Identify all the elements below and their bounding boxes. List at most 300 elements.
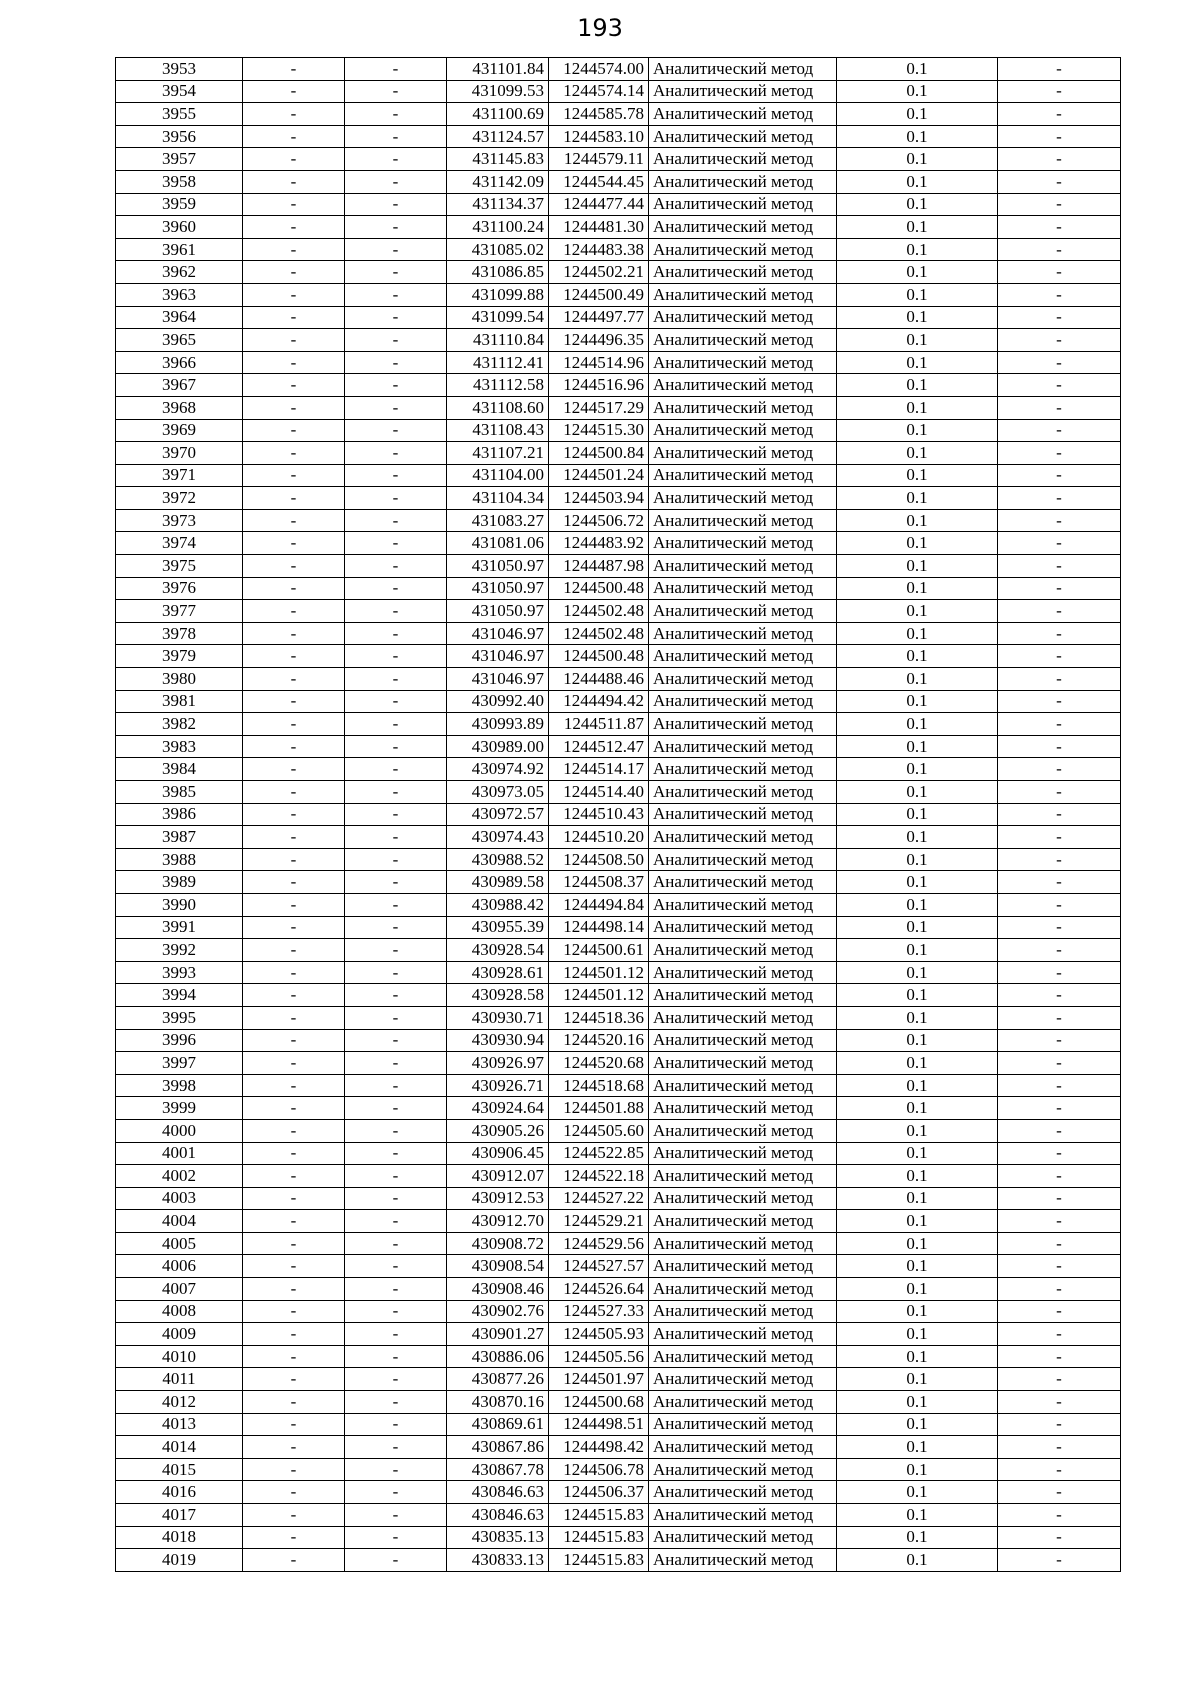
accuracy-cell: 0.1 (837, 939, 998, 962)
method-cell: Аналитический метод (649, 555, 837, 578)
point-number-cell: 4012 (116, 1391, 243, 1414)
point-number-cell: 3999 (116, 1097, 243, 1120)
x-coordinate-cell: 430930.94 (447, 1029, 549, 1052)
accuracy-cell: 0.1 (837, 1097, 998, 1120)
method-cell: Аналитический метод (649, 871, 837, 894)
x-coordinate-cell: 430972.57 (447, 803, 549, 826)
coordinates-table (115, 57, 1121, 1572)
y-coordinate-cell: 1244501.88 (549, 1097, 649, 1120)
dash-cell: - (243, 442, 345, 465)
dash-cell: - (998, 645, 1121, 668)
dash-cell: - (345, 1097, 447, 1120)
dash-cell: - (243, 1413, 345, 1436)
method-cell: Аналитический метод (649, 1368, 837, 1391)
accuracy-cell: 0.1 (837, 984, 998, 1007)
y-coordinate-cell: 1244518.68 (549, 1074, 649, 1097)
accuracy-cell: 0.1 (837, 1006, 998, 1029)
x-coordinate-cell: 430989.58 (447, 871, 549, 894)
accuracy-cell: 0.1 (837, 58, 998, 81)
y-coordinate-cell: 1244544.45 (549, 170, 649, 193)
y-coordinate-cell: 1244515.83 (549, 1549, 649, 1572)
point-number-cell: 3969 (116, 419, 243, 442)
dash-cell: - (998, 487, 1121, 510)
table-row (116, 125, 1121, 148)
dash-cell: - (998, 1436, 1121, 1459)
dash-cell: - (243, 555, 345, 578)
y-coordinate-cell: 1244520.68 (549, 1052, 649, 1075)
y-coordinate-cell: 1244477.44 (549, 193, 649, 216)
dash-cell: - (998, 58, 1121, 81)
point-number-cell: 4005 (116, 1232, 243, 1255)
dash-cell: - (243, 1278, 345, 1301)
dash-cell: - (243, 1255, 345, 1278)
dash-cell: - (345, 351, 447, 374)
table-row (116, 600, 1121, 623)
point-number-cell: 3974 (116, 532, 243, 555)
table-row (116, 1210, 1121, 1233)
x-coordinate-cell: 431081.06 (447, 532, 549, 555)
dash-cell: - (345, 1549, 447, 1572)
dash-cell: - (243, 961, 345, 984)
method-cell: Аналитический метод (649, 1278, 837, 1301)
point-number-cell: 4002 (116, 1165, 243, 1188)
point-number-cell: 4000 (116, 1119, 243, 1142)
method-cell: Аналитический метод (649, 961, 837, 984)
dash-cell: - (345, 1119, 447, 1142)
x-coordinate-cell: 430988.42 (447, 893, 549, 916)
y-coordinate-cell: 1244481.30 (549, 216, 649, 239)
dash-cell: - (998, 464, 1121, 487)
x-coordinate-cell: 430926.71 (447, 1074, 549, 1097)
dash-cell: - (998, 1278, 1121, 1301)
method-cell: Аналитический метод (649, 1345, 837, 1368)
table-row (116, 668, 1121, 691)
y-coordinate-cell: 1244501.97 (549, 1368, 649, 1391)
point-number-cell: 3971 (116, 464, 243, 487)
y-coordinate-cell: 1244500.49 (549, 283, 649, 306)
method-cell: Аналитический метод (649, 1300, 837, 1323)
page-number: 193 (577, 14, 623, 42)
point-number-cell: 4004 (116, 1210, 243, 1233)
method-cell: Аналитический метод (649, 690, 837, 713)
dash-cell: - (998, 1368, 1121, 1391)
dash-cell: - (243, 916, 345, 939)
table-row (116, 1504, 1121, 1527)
table-row (116, 1300, 1121, 1323)
dash-cell: - (243, 984, 345, 1007)
method-cell: Аналитический метод (649, 216, 837, 239)
y-coordinate-cell: 1244503.94 (549, 487, 649, 510)
dash-cell: - (345, 1323, 447, 1346)
accuracy-cell: 0.1 (837, 509, 998, 532)
table-row (116, 939, 1121, 962)
x-coordinate-cell: 431142.09 (447, 170, 549, 193)
dash-cell: - (345, 419, 447, 442)
dash-cell: - (998, 1345, 1121, 1368)
x-coordinate-cell: 430912.07 (447, 1165, 549, 1188)
x-coordinate-cell: 431046.97 (447, 622, 549, 645)
point-number-cell: 3986 (116, 803, 243, 826)
table-row (116, 555, 1121, 578)
x-coordinate-cell: 430955.39 (447, 916, 549, 939)
dash-cell: - (998, 600, 1121, 623)
dash-cell: - (345, 532, 447, 555)
x-coordinate-cell: 430905.26 (447, 1119, 549, 1142)
dash-cell: - (243, 1232, 345, 1255)
dash-cell: - (998, 1323, 1121, 1346)
accuracy-cell: 0.1 (837, 306, 998, 329)
y-coordinate-cell: 1244511.87 (549, 713, 649, 736)
point-number-cell: 4001 (116, 1142, 243, 1165)
table-row (116, 1052, 1121, 1075)
table-row (116, 781, 1121, 804)
dash-cell: - (998, 826, 1121, 849)
accuracy-cell: 0.1 (837, 351, 998, 374)
dash-cell: - (345, 826, 447, 849)
table-row (116, 374, 1121, 397)
dash-cell: - (345, 1029, 447, 1052)
dash-cell: - (243, 532, 345, 555)
dash-cell: - (243, 509, 345, 532)
accuracy-cell: 0.1 (837, 148, 998, 171)
dash-cell: - (345, 1368, 447, 1391)
dash-cell: - (998, 668, 1121, 691)
point-number-cell: 3958 (116, 170, 243, 193)
accuracy-cell: 0.1 (837, 216, 998, 239)
x-coordinate-cell: 431100.69 (447, 103, 549, 126)
dash-cell: - (345, 758, 447, 781)
point-number-cell: 4011 (116, 1368, 243, 1391)
dash-cell: - (345, 216, 447, 239)
point-number-cell: 3992 (116, 939, 243, 962)
point-number-cell: 3965 (116, 329, 243, 352)
accuracy-cell: 0.1 (837, 758, 998, 781)
dash-cell: - (998, 351, 1121, 374)
dash-cell: - (243, 1391, 345, 1414)
dash-cell: - (998, 893, 1121, 916)
point-number-cell: 3976 (116, 577, 243, 600)
table-row (116, 216, 1121, 239)
x-coordinate-cell: 430833.13 (447, 1549, 549, 1572)
dash-cell: - (243, 848, 345, 871)
accuracy-cell: 0.1 (837, 781, 998, 804)
table-row (116, 622, 1121, 645)
table-row (116, 283, 1121, 306)
point-number-cell: 3955 (116, 103, 243, 126)
dash-cell: - (998, 148, 1121, 171)
method-cell: Аналитический метод (649, 58, 837, 81)
table-row (116, 487, 1121, 510)
y-coordinate-cell: 1244508.50 (549, 848, 649, 871)
table-row (116, 509, 1121, 532)
accuracy-cell: 0.1 (837, 1458, 998, 1481)
dash-cell: - (998, 690, 1121, 713)
method-cell: Аналитический метод (649, 396, 837, 419)
accuracy-cell: 0.1 (837, 1345, 998, 1368)
dash-cell: - (345, 1300, 447, 1323)
x-coordinate-cell: 430870.16 (447, 1391, 549, 1414)
method-cell: Аналитический метод (649, 1165, 837, 1188)
dash-cell: - (243, 577, 345, 600)
method-cell: Аналитический метод (649, 577, 837, 600)
method-cell: Аналитический метод (649, 916, 837, 939)
point-number-cell: 3959 (116, 193, 243, 216)
x-coordinate-cell: 430928.54 (447, 939, 549, 962)
x-coordinate-cell: 431085.02 (447, 238, 549, 261)
y-coordinate-cell: 1244500.61 (549, 939, 649, 962)
dash-cell: - (243, 1504, 345, 1527)
dash-cell: - (998, 1210, 1121, 1233)
dash-cell: - (998, 238, 1121, 261)
dash-cell: - (998, 1006, 1121, 1029)
dash-cell: - (243, 103, 345, 126)
table-row (116, 758, 1121, 781)
method-cell: Аналитический метод (649, 306, 837, 329)
x-coordinate-cell: 430974.43 (447, 826, 549, 849)
dash-cell: - (243, 1187, 345, 1210)
dash-cell: - (345, 1255, 447, 1278)
dash-cell: - (345, 1187, 447, 1210)
accuracy-cell: 0.1 (837, 893, 998, 916)
method-cell: Аналитический метод (649, 148, 837, 171)
dash-cell: - (345, 238, 447, 261)
dash-cell: - (243, 148, 345, 171)
y-coordinate-cell: 1244497.77 (549, 306, 649, 329)
x-coordinate-cell: 431112.58 (447, 374, 549, 397)
x-coordinate-cell: 430989.00 (447, 735, 549, 758)
dash-cell: - (345, 984, 447, 1007)
dash-cell: - (243, 803, 345, 826)
table-row (116, 916, 1121, 939)
dash-cell: - (243, 893, 345, 916)
y-coordinate-cell: 1244483.38 (549, 238, 649, 261)
method-cell: Аналитический метод (649, 1323, 837, 1346)
accuracy-cell: 0.1 (837, 374, 998, 397)
method-cell: Аналитический метод (649, 1074, 837, 1097)
dash-cell: - (998, 170, 1121, 193)
x-coordinate-cell: 431099.54 (447, 306, 549, 329)
dash-cell: - (998, 261, 1121, 284)
x-coordinate-cell: 430869.61 (447, 1413, 549, 1436)
x-coordinate-cell: 430835.13 (447, 1526, 549, 1549)
point-number-cell: 4017 (116, 1504, 243, 1527)
dash-cell: - (345, 600, 447, 623)
table-row (116, 1006, 1121, 1029)
dash-cell: - (345, 396, 447, 419)
point-number-cell: 4014 (116, 1436, 243, 1459)
dash-cell: - (345, 442, 447, 465)
point-number-cell: 3972 (116, 487, 243, 510)
y-coordinate-cell: 1244527.33 (549, 1300, 649, 1323)
accuracy-cell: 0.1 (837, 1368, 998, 1391)
point-number-cell: 3961 (116, 238, 243, 261)
table-row (116, 1323, 1121, 1346)
x-coordinate-cell: 430908.46 (447, 1278, 549, 1301)
point-number-cell: 3975 (116, 555, 243, 578)
x-coordinate-cell: 430867.86 (447, 1436, 549, 1459)
x-coordinate-cell: 431112.41 (447, 351, 549, 374)
accuracy-cell: 0.1 (837, 803, 998, 826)
dash-cell: - (243, 939, 345, 962)
accuracy-cell: 0.1 (837, 848, 998, 871)
y-coordinate-cell: 1244520.16 (549, 1029, 649, 1052)
point-number-cell: 3991 (116, 916, 243, 939)
x-coordinate-cell: 431134.37 (447, 193, 549, 216)
dash-cell: - (243, 1526, 345, 1549)
table-row (116, 713, 1121, 736)
x-coordinate-cell: 430902.76 (447, 1300, 549, 1323)
dash-cell: - (345, 170, 447, 193)
point-number-cell: 3966 (116, 351, 243, 374)
method-cell: Аналитический метод (649, 238, 837, 261)
point-number-cell: 3997 (116, 1052, 243, 1075)
accuracy-cell: 0.1 (837, 1187, 998, 1210)
point-number-cell: 4018 (116, 1526, 243, 1549)
point-number-cell: 3982 (116, 713, 243, 736)
point-number-cell: 3980 (116, 668, 243, 691)
dash-cell: - (243, 1436, 345, 1459)
y-coordinate-cell: 1244522.18 (549, 1165, 649, 1188)
dash-cell: - (345, 1481, 447, 1504)
table-row (116, 193, 1121, 216)
dash-cell: - (345, 577, 447, 600)
point-number-cell: 3994 (116, 984, 243, 1007)
method-cell: Аналитический метод (649, 261, 837, 284)
point-number-cell: 4013 (116, 1413, 243, 1436)
accuracy-cell: 0.1 (837, 1526, 998, 1549)
dash-cell: - (998, 1232, 1121, 1255)
y-coordinate-cell: 1244502.48 (549, 622, 649, 645)
point-number-cell: 3962 (116, 261, 243, 284)
point-number-cell: 3983 (116, 735, 243, 758)
y-coordinate-cell: 1244502.48 (549, 600, 649, 623)
dash-cell: - (243, 826, 345, 849)
point-number-cell: 3977 (116, 600, 243, 623)
method-cell: Аналитический метод (649, 1436, 837, 1459)
dash-cell: - (243, 1097, 345, 1120)
x-coordinate-cell: 430926.97 (447, 1052, 549, 1075)
accuracy-cell: 0.1 (837, 193, 998, 216)
y-coordinate-cell: 1244510.20 (549, 826, 649, 849)
accuracy-cell: 0.1 (837, 238, 998, 261)
y-coordinate-cell: 1244501.12 (549, 961, 649, 984)
x-coordinate-cell: 430906.45 (447, 1142, 549, 1165)
x-coordinate-cell: 431099.88 (447, 283, 549, 306)
dash-cell: - (998, 848, 1121, 871)
accuracy-cell: 0.1 (837, 555, 998, 578)
x-coordinate-cell: 430992.40 (447, 690, 549, 713)
table-row (116, 58, 1121, 81)
x-coordinate-cell: 431050.97 (447, 555, 549, 578)
table-row (116, 396, 1121, 419)
dash-cell: - (998, 1074, 1121, 1097)
dash-cell: - (998, 193, 1121, 216)
y-coordinate-cell: 1244517.29 (549, 396, 649, 419)
dash-cell: - (243, 622, 345, 645)
table-row (116, 1278, 1121, 1301)
table-row (116, 1345, 1121, 1368)
dash-cell: - (345, 193, 447, 216)
accuracy-cell: 0.1 (837, 442, 998, 465)
y-coordinate-cell: 1244483.92 (549, 532, 649, 555)
table-row (116, 1458, 1121, 1481)
dash-cell: - (345, 1413, 447, 1436)
accuracy-cell: 0.1 (837, 1119, 998, 1142)
dash-cell: - (345, 125, 447, 148)
y-coordinate-cell: 1244527.22 (549, 1187, 649, 1210)
x-coordinate-cell: 431083.27 (447, 509, 549, 532)
y-coordinate-cell: 1244512.47 (549, 735, 649, 758)
point-number-cell: 4009 (116, 1323, 243, 1346)
dash-cell: - (243, 1549, 345, 1572)
y-coordinate-cell: 1244579.11 (549, 148, 649, 171)
x-coordinate-cell: 431145.83 (447, 148, 549, 171)
x-coordinate-cell: 431104.00 (447, 464, 549, 487)
point-number-cell: 3954 (116, 80, 243, 103)
y-coordinate-cell: 1244574.14 (549, 80, 649, 103)
table-row (116, 1391, 1121, 1414)
dash-cell: - (345, 893, 447, 916)
dash-cell: - (345, 464, 447, 487)
dash-cell: - (998, 961, 1121, 984)
method-cell: Аналитический метод (649, 283, 837, 306)
accuracy-cell: 0.1 (837, 871, 998, 894)
x-coordinate-cell: 430908.54 (447, 1255, 549, 1278)
dash-cell: - (243, 1119, 345, 1142)
table-row (116, 645, 1121, 668)
method-cell: Аналитический метод (649, 532, 837, 555)
x-coordinate-cell: 431108.43 (447, 419, 549, 442)
point-number-cell: 3973 (116, 509, 243, 532)
y-coordinate-cell: 1244506.72 (549, 509, 649, 532)
dash-cell: - (998, 1413, 1121, 1436)
table-row (116, 1029, 1121, 1052)
accuracy-cell: 0.1 (837, 283, 998, 306)
dash-cell: - (998, 1165, 1121, 1188)
method-cell: Аналитический метод (649, 1391, 837, 1414)
point-number-cell: 3968 (116, 396, 243, 419)
y-coordinate-cell: 1244500.48 (549, 645, 649, 668)
point-number-cell: 3978 (116, 622, 243, 645)
dash-cell: - (345, 939, 447, 962)
accuracy-cell: 0.1 (837, 622, 998, 645)
point-number-cell: 3953 (116, 58, 243, 81)
dash-cell: - (243, 1142, 345, 1165)
y-coordinate-cell: 1244506.78 (549, 1458, 649, 1481)
dash-cell: - (243, 464, 345, 487)
dash-cell: - (998, 442, 1121, 465)
method-cell: Аналитический метод (649, 193, 837, 216)
x-coordinate-cell: 430867.78 (447, 1458, 549, 1481)
dash-cell: - (243, 690, 345, 713)
dash-cell: - (998, 713, 1121, 736)
y-coordinate-cell: 1244502.21 (549, 261, 649, 284)
method-cell: Аналитический метод (649, 419, 837, 442)
x-coordinate-cell: 430974.92 (447, 758, 549, 781)
point-number-cell: 4008 (116, 1300, 243, 1323)
dash-cell: - (998, 1187, 1121, 1210)
point-number-cell: 3960 (116, 216, 243, 239)
point-number-cell: 3981 (116, 690, 243, 713)
table-row (116, 577, 1121, 600)
point-number-cell: 3985 (116, 781, 243, 804)
dash-cell: - (345, 103, 447, 126)
point-number-cell: 4007 (116, 1278, 243, 1301)
dash-cell: - (998, 781, 1121, 804)
dash-cell: - (345, 1006, 447, 1029)
dash-cell: - (345, 329, 447, 352)
dash-cell: - (998, 555, 1121, 578)
